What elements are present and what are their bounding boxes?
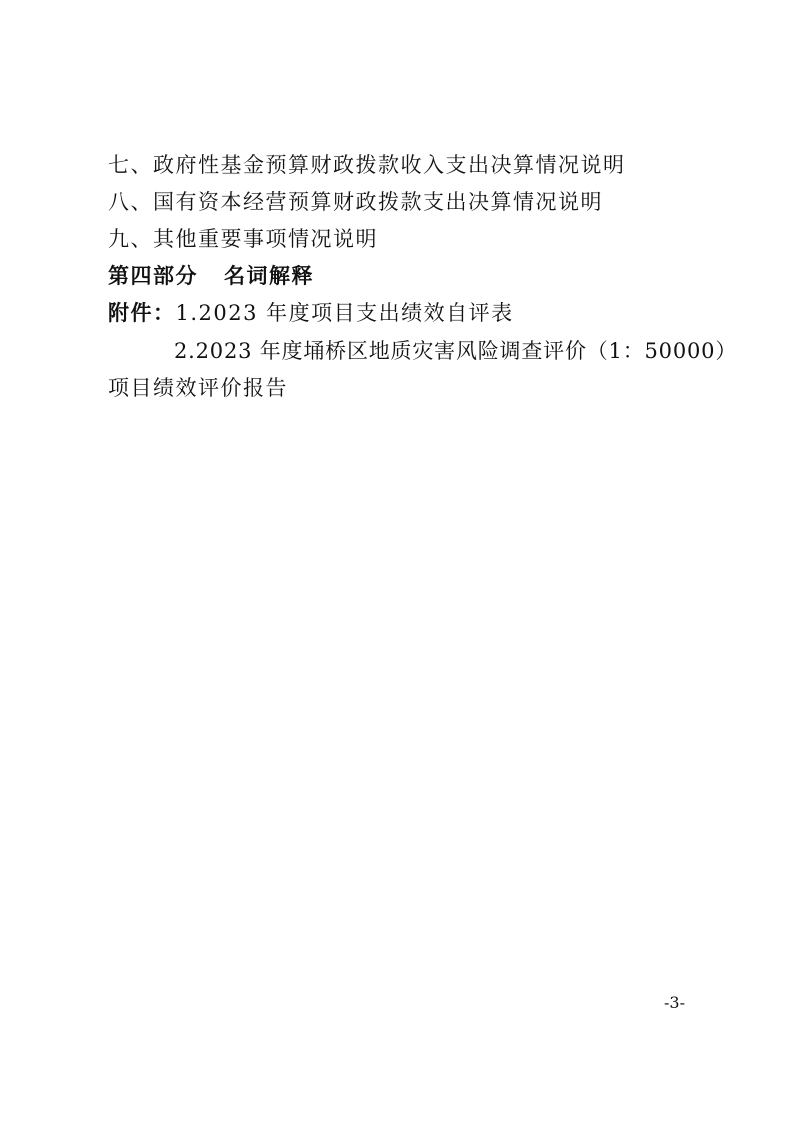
- attachment-item-2-line2: 项目绩效评价报告: [108, 376, 288, 400]
- part4-title: 名词解释: [224, 264, 314, 288]
- toc-item-9: 九、其他重要事项情况说明: [108, 227, 378, 251]
- toc-item-7: 七、政府性基金预算财政拨款收入支出决算情况说明: [108, 153, 626, 177]
- toc-item-8: 八、国有资本经营预算财政拨款支出决算情况说明: [108, 190, 603, 214]
- attachment-item-1-row: [108, 298, 514, 328]
- attachments-lead: 附件：: [108, 301, 176, 325]
- attachment-item-1: 1.2023 年度项目支出绩效自评表: [175, 301, 514, 325]
- part4-label: 第四部分: [108, 264, 198, 288]
- attachment-item-2-line1: 2.2023 年度埇桥区地质灾害风险调查评价（1：50000）: [174, 339, 738, 363]
- page-number: -3-: [664, 993, 685, 1012]
- part4-heading: [108, 261, 314, 291]
